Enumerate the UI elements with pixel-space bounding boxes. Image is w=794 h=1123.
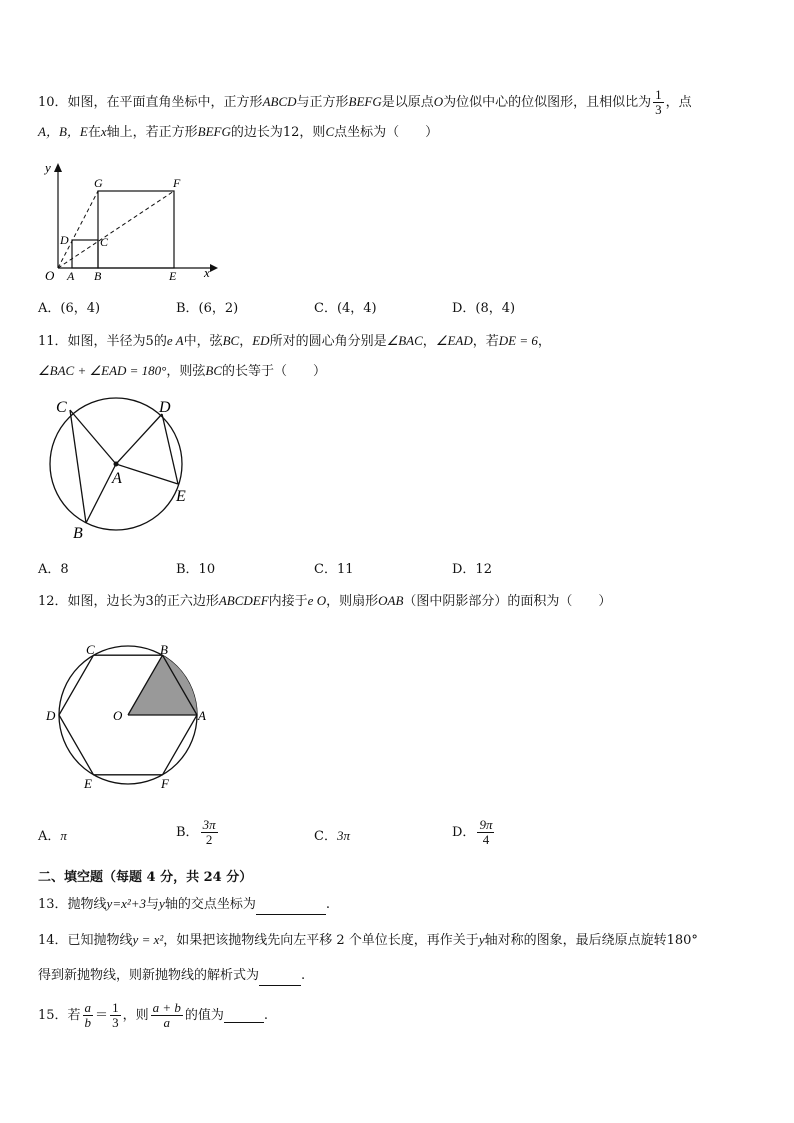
q10-option-a: A．(6，4) [38,301,101,316]
q12-option-a: A．π [38,828,67,844]
q10-line1: 10．如图，在平面直角坐标中，正方形ABCD与正方形BEFG是以原点O为位似中心的位似图形，且相似比为 $\frac{1}{3}$ ，点 [38,87,692,117]
q15-answer-blank[interactable] [224,1008,264,1023]
q12-label-E: E [84,776,92,791]
q15-line: 15．若 $\frac{a}{b}$ ＝ $\frac{1}{3}$ ，则 $\frac{a + b}{a}$ 的值为 . [38,1000,269,1030]
q11-label-B: B [73,525,83,542]
q10-label-C: C [100,235,109,249]
q10-option-d: D．(8，4) [452,301,516,316]
q10-line2: A，B，E在x轴上，若正方形BEFG的边长为12，则C点坐标为（ ） [38,124,439,140]
q11-label-C: C [56,399,67,416]
q10-label-A: A [67,269,75,283]
q11-label-A: A [112,470,122,487]
q10-label-B: B [94,269,102,283]
q12-option-d: D． $\frac{9\pi}{4}$ [452,817,493,847]
q11-option-d: D．12 [452,562,492,577]
q10-label-G: G [94,176,103,190]
q11-line2: ∠BAC + ∠EAD = 180°，则弦BC的长等于（ ） [38,363,327,379]
q12-label-F: F [161,776,169,791]
section-2-heading: 二、填空题（每题 4 分，共 24 分） [38,870,253,885]
q11-option-c: C．11 [314,562,354,577]
q10-label-E: E [169,269,177,283]
q10-option-c: C．(4，4) [314,301,377,316]
q11-label-D: D [159,399,171,416]
q12-option-b: B． $\frac{3\pi}{2}$ [176,817,216,847]
q11-line1: 11．如图，半径为5的e A中，弦BC，ED所对的圆心角分别是∠BAC，∠EAD，若DE = 6， [38,333,551,349]
q12-label-O: O [113,708,123,723]
q10-option-b: B．(6，2) [176,301,239,316]
q10-label-x: x [204,265,210,280]
q14-answer-blank[interactable] [259,971,301,986]
q12-option-c: C．3π [314,828,350,844]
q12-label-C: C [86,642,95,657]
q10-label-O: O [45,268,55,283]
q12-line1: 12．如图，边长为3的正六边形ABCDEF内接于e O，则扇形OAB（图中阴影部分）的面积为（ ） [38,593,612,609]
q11-figure [40,392,200,542]
q13-answer-blank[interactable] [256,900,326,915]
q10-ratio-fraction: $\frac{1}{3}$ [655,87,662,117]
q13-line: 13．抛物线y=x²+3与y轴的交点坐标为 . [38,894,330,915]
q11-option-b: B．10 [176,562,216,577]
q10-figure [36,158,226,286]
q11-option-a: A．8 [38,562,69,577]
q11-label-E: E [176,488,186,505]
q14-line1: 14．已知抛物线y = x²，如果把该抛物线先向左平移 2 个单位长度，再作关于y轴对称的图象，最后绕原点旋转180° [38,932,698,948]
q12-label-B: B [160,642,168,657]
q10-label-y: y [45,160,51,175]
q12-label-D: D [46,708,56,723]
q10-label-F: F [173,176,181,190]
q14-line2: 得到新抛物线，则新抛物线的解析式为 . [38,966,305,986]
q12-figure [40,636,220,796]
q10-label-D: D [60,233,69,247]
q12-label-A: A [198,708,206,723]
